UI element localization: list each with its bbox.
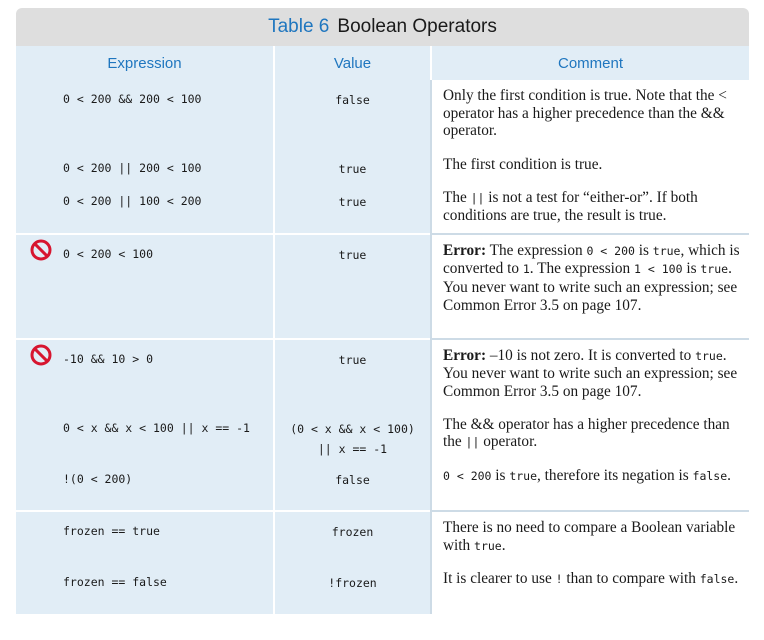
table-number: Table 6 xyxy=(268,16,330,37)
comment-text: operator has a higher precedence than the xyxy=(443,415,730,451)
comment-text: –10 is not zero. It is converted to xyxy=(486,346,696,364)
comment-cell xyxy=(431,339,749,409)
error-label: Error: xyxy=(443,241,487,259)
comment-text: operator has a higher precedence than the xyxy=(443,104,701,122)
expression-cell xyxy=(16,511,274,563)
comment-text: The xyxy=(443,415,471,433)
comment-text: && xyxy=(700,104,725,122)
table-row xyxy=(16,80,749,149)
header-value: Value xyxy=(274,46,431,80)
expression-cell xyxy=(16,234,274,339)
comment-cell xyxy=(431,182,749,234)
table-row xyxy=(16,563,749,614)
comment-text: There is no need to compare a Boolean variable with xyxy=(443,518,736,554)
expression-text: 0 < x && x < 100 || x == -1 xyxy=(63,420,250,435)
comment-text: The first condition is true. xyxy=(443,156,603,173)
comment-text: . You never want to write such an expression; see Common Error 3.5 on page 107. xyxy=(443,346,738,400)
value-cell xyxy=(274,80,431,149)
operators-table xyxy=(16,46,749,614)
expression-text: !(0 < 200) xyxy=(63,471,133,486)
expression-text: frozen == false xyxy=(63,575,167,590)
inline-code: 0 < 200 xyxy=(443,468,492,483)
comment-text: It is clearer to use xyxy=(443,570,556,588)
expression-cell xyxy=(16,149,274,182)
header-row xyxy=(16,46,749,80)
table-row xyxy=(16,460,749,511)
value-cell xyxy=(274,409,431,460)
value-text: !frozen xyxy=(328,576,377,591)
comment-cell xyxy=(431,409,749,460)
inline-code: true xyxy=(700,262,729,277)
table-row xyxy=(16,409,749,460)
comment-text: . You never want to write such an expression; see Common Error 3.5 on page 107. xyxy=(443,260,738,314)
header-expression: Expression xyxy=(16,46,274,80)
comment-text: operator. xyxy=(479,433,538,451)
comment-text: than to compare with xyxy=(562,570,700,588)
comment-cell xyxy=(431,460,749,511)
table-row xyxy=(16,511,749,563)
inline-code: true xyxy=(474,538,502,553)
expression-text: -10 && 10 > 0 xyxy=(63,351,154,366)
comment-cell xyxy=(431,563,749,614)
expression-cell xyxy=(16,339,274,409)
comment-text: < xyxy=(718,87,727,104)
inline-code: 1 < 100 xyxy=(634,262,683,277)
expression-cell xyxy=(16,182,274,234)
value-cell xyxy=(274,511,431,563)
expression-cell xyxy=(16,409,274,460)
value-cell xyxy=(274,182,431,234)
expression-cell xyxy=(16,563,274,614)
comment-text: The expression xyxy=(486,241,587,259)
table-title: Boolean Operators xyxy=(337,16,497,37)
comment-text: && xyxy=(470,415,495,433)
comment-text: . The expression xyxy=(529,260,635,278)
comment-text: Only the first condition is true. Note that the xyxy=(443,87,719,104)
comment-text: is xyxy=(634,241,653,259)
comment-text: , therefore its negation is xyxy=(537,466,693,484)
comment-text: is xyxy=(682,260,701,278)
table-row xyxy=(16,149,749,182)
inline-code: || xyxy=(465,435,480,450)
value-text: true xyxy=(338,162,367,176)
comment-cell xyxy=(431,149,749,182)
comment-text: . xyxy=(501,536,506,554)
value-cell xyxy=(274,339,431,409)
inline-code: 1 xyxy=(522,262,530,277)
table-caption xyxy=(16,8,749,46)
inline-code: || xyxy=(470,190,485,205)
table-row xyxy=(16,182,749,234)
value-cell xyxy=(274,234,431,339)
value-text: true xyxy=(338,194,367,209)
comment-cell xyxy=(431,234,749,339)
boolean-operators-table-figure xyxy=(16,8,749,614)
inline-code: false xyxy=(699,572,735,587)
inline-code: 0 < 200 xyxy=(586,243,635,258)
comment-text: operator. xyxy=(443,122,497,140)
comment-text: . xyxy=(727,466,731,484)
no-entry-icon xyxy=(30,344,52,366)
no-entry-icon xyxy=(30,239,52,261)
table-row xyxy=(16,339,749,409)
expression-text: 0 < 200 && 200 < 100 xyxy=(63,92,202,106)
value-text: false xyxy=(335,93,370,107)
value-cell xyxy=(274,149,431,182)
expression-text: 0 < 200 || 100 < 200 xyxy=(63,193,202,208)
inline-code: true xyxy=(509,468,538,483)
value-text: false xyxy=(335,472,370,487)
comment-text: The xyxy=(443,188,471,206)
inline-code: ! xyxy=(555,572,563,587)
comment-text: is xyxy=(491,466,510,484)
inline-code: true xyxy=(695,348,723,363)
comment-text: is not a test for “either-or”. If both conditions are true, the result is true. xyxy=(443,188,698,225)
expression-text: frozen == true xyxy=(63,523,160,538)
expression-cell xyxy=(16,460,274,511)
value-cell xyxy=(274,563,431,614)
value-cell xyxy=(274,460,431,511)
comment-text: , which is converted to xyxy=(443,241,740,278)
expression-cell xyxy=(16,80,274,149)
error-label: Error: xyxy=(443,346,487,364)
value-text: (0 < x && x < 100) || x == -1 xyxy=(290,421,415,456)
value-text: true xyxy=(338,247,367,262)
header-comment: Comment xyxy=(431,46,749,80)
value-text: frozen xyxy=(331,524,374,539)
comment-cell xyxy=(431,80,749,149)
inline-code: false xyxy=(692,468,728,483)
inline-code: true xyxy=(652,243,681,258)
table-row xyxy=(16,234,749,339)
comment-text: . xyxy=(734,570,739,588)
comment-cell xyxy=(431,511,749,563)
expression-text: 0 < 200 || 200 < 100 xyxy=(63,161,202,175)
expression-text: 0 < 200 < 100 xyxy=(63,246,154,261)
value-text: true xyxy=(338,352,367,367)
